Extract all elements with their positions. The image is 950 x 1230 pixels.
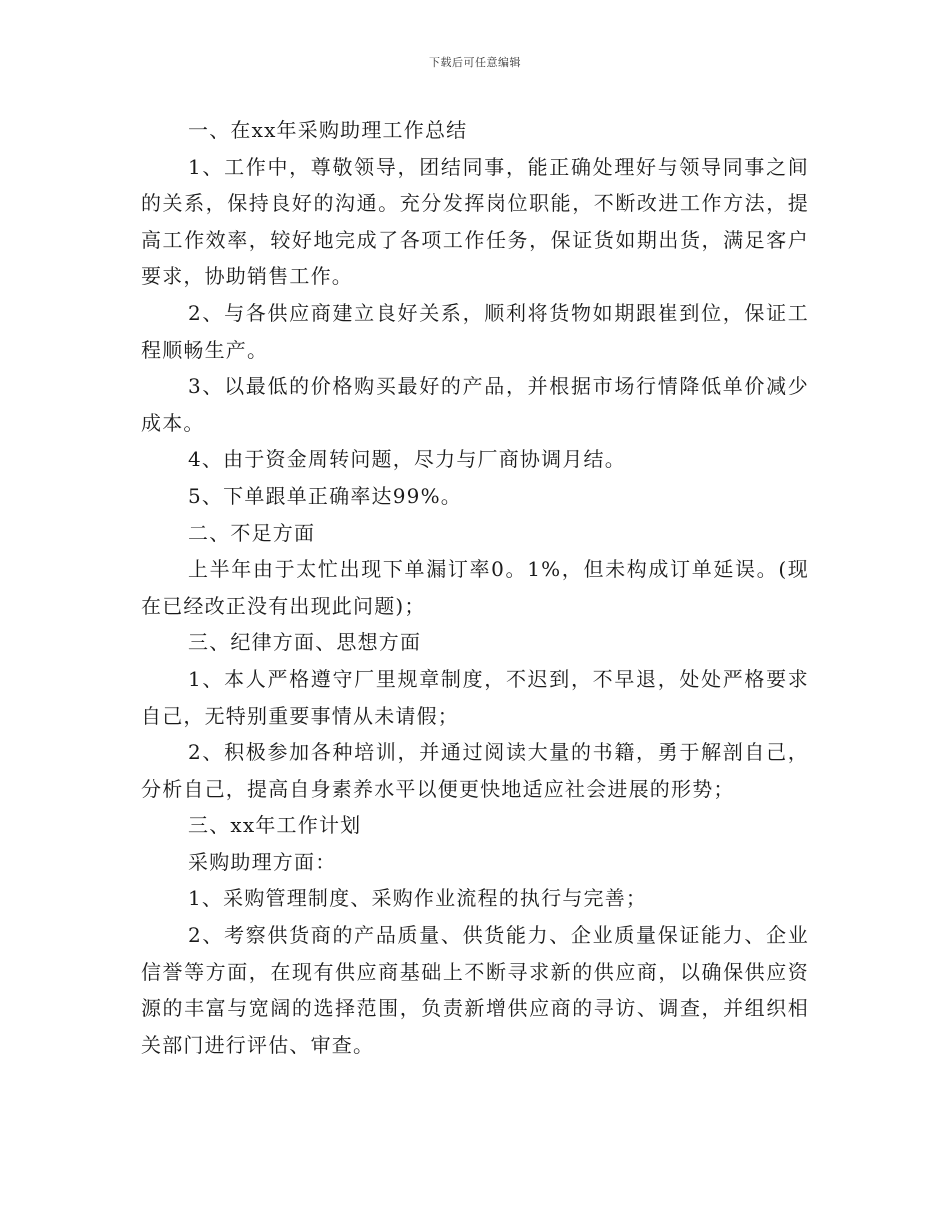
page-header: 下载后可任意编辑 — [429, 56, 521, 69]
paragraph: 1、采购管理制度、采购作业流程的执行与完善； — [188, 886, 648, 911]
paragraph: 2、与各供应商建立良好关系，顺利将货物如期跟崔到位，保证工程顺畅生产。 — [141, 300, 809, 362]
section-heading-summary: 一、在xx年采购助理工作总结 — [188, 118, 468, 142]
section-heading-discipline: 三、纪律方面、思想方面 — [188, 630, 422, 655]
document-body — [141, 112, 809, 1063]
paragraph: 1、本人严格遵守厂里规章制度，不迟到，不早退，处处严格要求自己，无特别重要事情从未请假； — [141, 666, 809, 728]
paragraph: 上半年由于太忙出现下单漏订率0。1%，但未构成订单延误。(现在已经改正没有出现此问题)； — [141, 557, 809, 618]
paragraph: 4、由于资金周转问题，尽力与厂商协调月结。 — [188, 447, 626, 472]
paragraph: 2、积极参加各种培训，并通过阅读大量的书籍，勇于解剖自己，分析自己，提高自身素养水平以便更快地适应社会进展的形势； — [141, 740, 809, 801]
section-heading-work-plan: 三、xx年工作计划 — [188, 813, 362, 838]
section-heading-shortcomings: 二、不足方面 — [188, 520, 316, 545]
paragraph: 2、考察供货商的产品质量、供货能力、企业质量保证能力、企业信誉等方面，在现有供应商基础上不断寻求新的供应商，以确保供应资源的丰富与宽阔的选择范围，负责新增供应商的寻访、调查，并组织相关部门进行评估、审查。 — [141, 923, 809, 1057]
paragraph: 3、以最低的价格购买最好的产品，并根据市场行情降低单价减少成本。 — [141, 374, 809, 435]
paragraph: 5、下单跟单正确率达99%。 — [188, 483, 462, 508]
paragraph: 1、工作中，尊敬领导，团结同事，能正确处理好与领导同事之间的关系，保持良好的沟通。充分发挥岗位职能，不断改进工作方法，提高工作效率，较好地完成了各项工作任务，保证货如期出货，满足客户要求，协助销售工作。 — [141, 154, 809, 289]
subsection-heading: 采购助理方面： — [188, 849, 337, 874]
